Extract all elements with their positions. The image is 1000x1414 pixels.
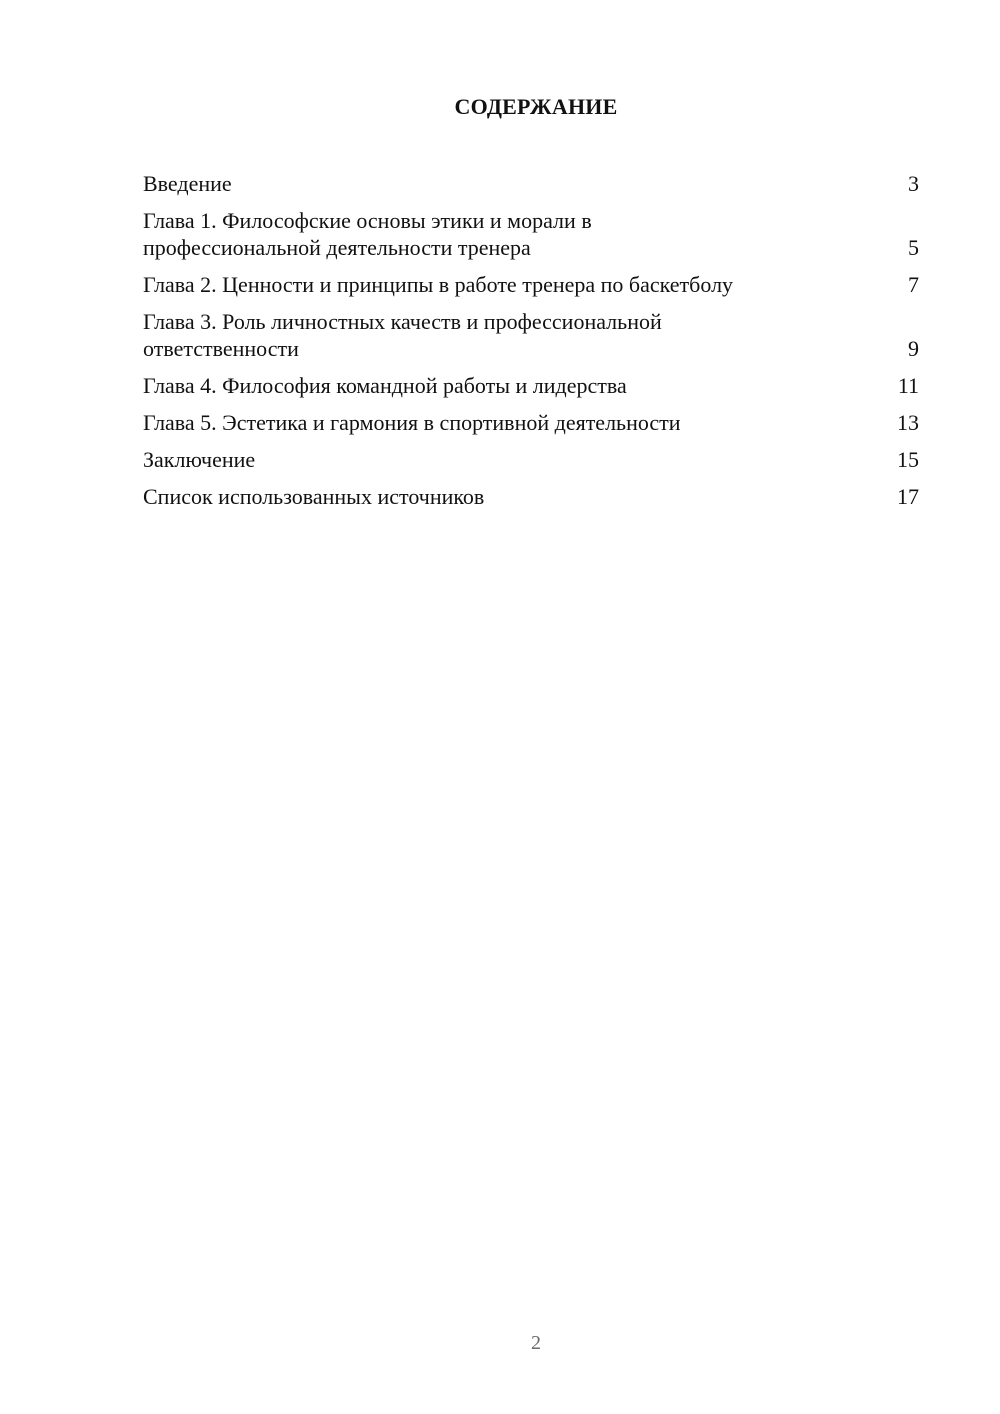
toc-entry-page: 3 [908, 171, 919, 196]
toc-entry-page: 9 [908, 336, 919, 361]
toc-entry-references [143, 483, 919, 510]
toc-entry-text [143, 372, 843, 399]
toc-entry-conclusion [143, 446, 919, 473]
toc-entry-chapter-5 [143, 409, 919, 436]
toc-entry-line: Заключение [143, 447, 256, 472]
toc-entry-text [143, 207, 843, 261]
toc-entry-line: Глава 1. Философские основы этики и морали в [143, 208, 592, 233]
page-number: 2 [531, 1332, 541, 1354]
toc-entry-page: 7 [908, 272, 919, 297]
toc-entry-page: 17 [897, 484, 919, 509]
toc-entry-page: 5 [908, 235, 919, 260]
toc-entry-line: ответственности [143, 336, 299, 361]
toc-entry-chapter-1 [143, 207, 919, 261]
toc-entry-line: Введение [143, 171, 232, 196]
toc-entry-page: 11 [897, 373, 919, 398]
toc-entry-line: Список использованных источников [143, 484, 485, 509]
toc-entry-introduction [143, 170, 919, 197]
toc-entry-line: Глава 4. Философия командной работы и лидерства [143, 373, 627, 398]
page-title: СОДЕРЖАНИЕ [454, 94, 618, 119]
toc-entry-chapter-4 [143, 372, 919, 399]
toc-entry-page: 15 [897, 447, 919, 472]
toc-entry-chapter-2 [143, 271, 919, 298]
toc-entry-page: 13 [897, 410, 919, 435]
toc-entry-line: Глава 5. Эстетика и гармония в спортивной деятельности [143, 410, 681, 435]
toc-entry-text [143, 170, 843, 197]
toc-entry-chapter-3 [143, 308, 919, 362]
toc-entry-line: профессиональной деятельности тренера [143, 235, 531, 260]
toc-entry-text [143, 446, 843, 473]
toc-entry-text [143, 308, 843, 362]
table-of-contents [143, 170, 919, 520]
toc-entry-line: Глава 3. Роль личностных качеств и профессиональной [143, 309, 662, 334]
toc-entry-line: Глава 2. Ценности и принципы в работе тренера по баскетболу [143, 272, 734, 297]
toc-entry-text [143, 271, 879, 298]
toc-entry-text [143, 483, 843, 510]
toc-entry-text [143, 409, 843, 436]
